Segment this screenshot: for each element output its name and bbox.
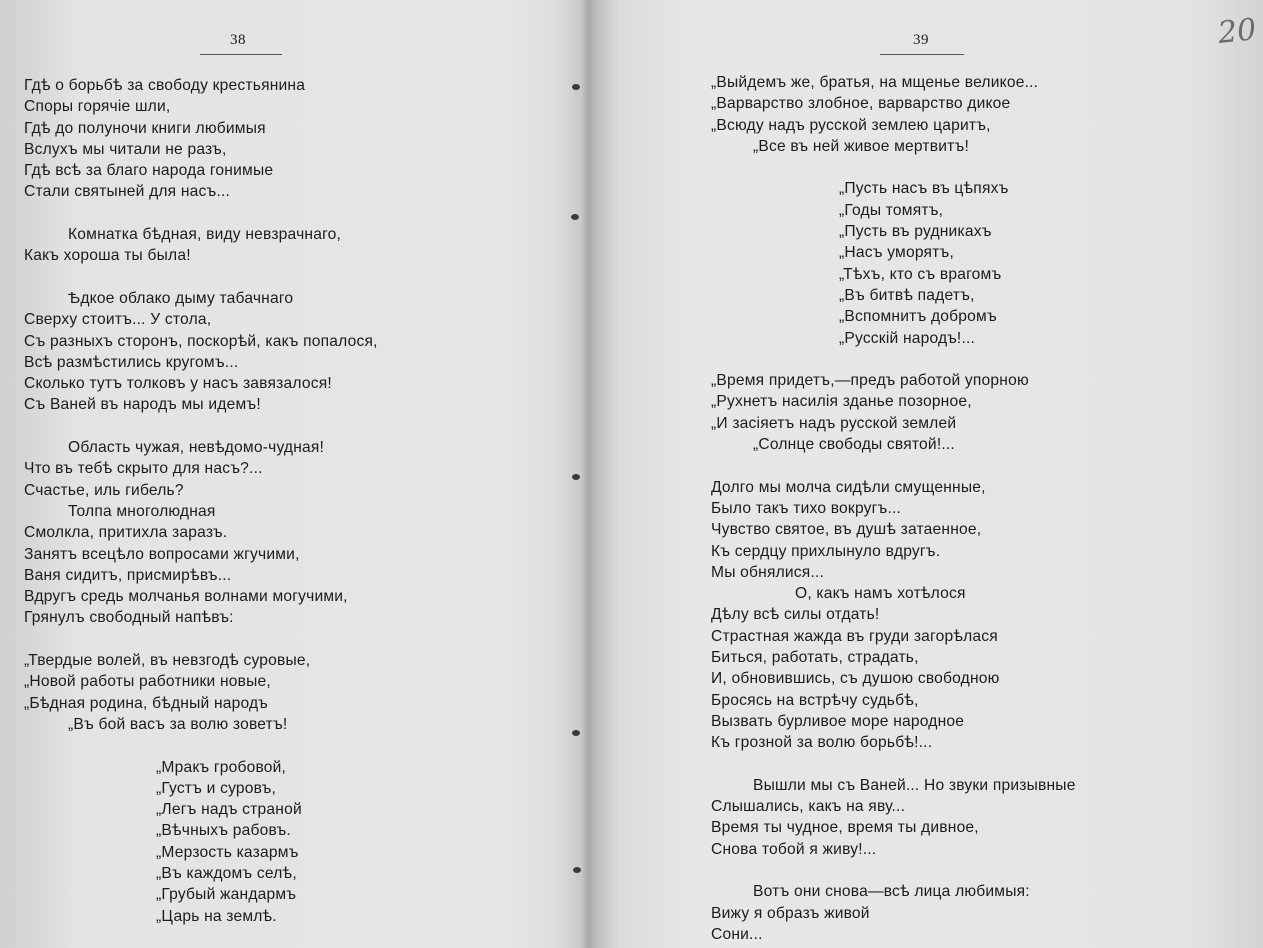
verse-line: „Годы томятъ, [839,201,944,219]
verse-line: „Пусть въ рудникахъ [839,223,992,241]
verse-line: Сколько тутъ толковъ у насъ завязалося! [24,375,332,393]
verse-line: Комнатка бѣдная, виду невзрачнаго, [68,226,342,244]
verse-line: Бросясь на встрѣчу судьбѣ, [711,691,919,709]
verse-line: „Грубый жандармъ [156,886,297,904]
verse-line: „Въ бой васъ за волю зоветъ! [68,715,288,733]
verse-line: Гдѣ всѣ за благо народа гонимые [24,162,274,180]
verse-line: „Рухнетъ насилія зданье позорное, [711,393,972,411]
verse-line: „Вѣчныхъ рабовъ. [156,822,291,840]
verse-line: Ваня сидитъ, присмирѣвъ... [24,566,232,584]
verse-line: Вышли мы съ Ваней... Но звуки призывные [753,776,1076,794]
verse-line: „Густъ и суровъ, [156,779,277,797]
verse-line: „Пусть насъ въ цѣпяхъ [839,180,1009,198]
verse-line: Сони... [711,925,763,943]
verse-line: Толпа многолюдная [68,502,216,520]
verse-line: „Все въ ней живое мертвитъ! [753,137,969,155]
verse-line: Съ разныхъ сторонъ, поскорѣй, какъ попалося, [24,332,378,350]
verse-line: И, обновившись, съ душою свободною [711,670,1000,688]
verse-line: Стали святыней для насъ... [24,183,231,201]
verse-line: Вижу я образъ живой [711,904,870,922]
verse-line: Къ сердцу прихлынуло вдругъ. [711,542,941,560]
right-page-text [711,72,1076,945]
stanza-break [711,754,1076,775]
verse-line: Ѣдкое облако дыму табачнаго [68,289,294,307]
verse-line: „Русскій народъ!... [839,329,976,347]
verse-line: Сверху стоитъ... У стола, [24,311,212,329]
page-number-right: 39 [913,32,929,48]
handwritten-folio-number: 20 [1216,12,1258,51]
verse-line: „Насъ уморятъ, [839,244,954,262]
verse-line: „Царь на землѣ. [156,907,277,925]
verse-line: Страстная жажда въ груди загорѣлася [711,627,998,645]
left-page [0,0,575,948]
verse-line: Къ грозной за волю борьбѣ!... [711,734,933,752]
page-number-rule-right [880,54,964,55]
stanza-break [24,203,378,224]
verse-line: Долго мы молча сидѣли смущенные, [711,478,986,496]
verse-line: Было такъ тихо вокругъ... [711,499,902,517]
verse-line: „Солнце свободы святой!... [753,436,955,454]
page-number-rule-left [200,54,282,55]
verse-line: Чувство святое, въ душѣ затаенное, [711,521,982,539]
verse-line: Вслухъ мы читали не разъ, [24,140,227,158]
stanza-break [711,860,1076,881]
verse-line: „Время придетъ,—предъ работой упорною [711,372,1029,390]
verse-line: Слышались, какъ на яву... [711,798,906,816]
stanza-break [24,735,378,756]
verse-line: Снова тобой я живу!... [711,840,877,858]
verse-line: „Новой работы работники новые, [24,673,271,691]
stanza-break [24,267,378,288]
verse-line: Дѣлу всѣ силы отдать! [711,606,880,624]
verse-line: Гдѣ до полуночи книги любимыя [24,119,266,137]
verse-line: „Въ битвѣ падетъ, [839,286,975,304]
verse-line: Область чужая, невѣдомо-чудная! [68,439,325,457]
verse-line: Мы обнялися... [711,563,825,581]
stanza-break [711,157,1076,178]
left-page-text [24,75,378,927]
verse-line: „Варварство злобное, варварство дикое [711,95,1011,113]
verse-line: „Твердые волей, въ невзгодѣ суровые, [24,652,311,670]
verse-line: Вызвать бурливое море народное [711,712,965,730]
verse-line: Вдругъ средь молчанья волнами могучими, [24,588,348,606]
verse-line: „Бѣдная родина, бѣдный народъ [24,694,268,712]
verse-line: Что въ тебѣ скрыто для насъ?... [24,460,263,478]
verse-line: „И засіяетъ надъ русской землей [711,414,957,432]
verse-line: Съ Ваней въ народъ мы идемъ! [24,396,261,414]
verse-line: Время ты чудное, время ты дивное, [711,819,979,837]
right-page [578,0,1263,948]
verse-line: „Тѣхъ, кто съ врагомъ [839,265,1002,283]
verse-line: „Всюду надъ русской землею царитъ, [711,116,991,134]
verse-line: „Выйдемъ же, братья, на мщенье великое... [711,74,1039,91]
verse-line: Споры горячіе шли, [24,98,171,116]
verse-line: Какъ хороша ты была! [24,247,191,265]
verse-line: О, какъ намъ хотѣлося [795,585,966,603]
stanza-break [24,629,378,650]
stanza-break [24,416,378,437]
verse-line: Всѣ размѣстились кругомъ... [24,353,239,371]
verse-line: „Мракъ гробовой, [156,758,287,776]
verse-line: Смолкла, притихла заразъ. [24,524,228,542]
verse-line: „Въ каждомъ селѣ, [156,864,297,882]
page-number-left: 38 [230,32,246,48]
verse-line: „Мерзость казармъ [156,843,299,861]
verse-line: „Вспомнитъ добромъ [839,308,997,326]
verse-line: Гдѣ о борьбѣ за свободу крестьянина [24,77,306,94]
verse-line: Вотъ они снова—всѣ лица любимыя: [753,883,1030,901]
verse-line: Занятъ всецѣло вопросами жгучими, [24,545,300,563]
verse-line: Биться, работать, страдать, [711,649,919,667]
verse-line: Грянулъ свободный напѣвъ: [24,609,234,627]
stanza-break [711,349,1076,370]
verse-line: „Легъ надъ страной [156,801,302,819]
verse-line: Счастье, иль гибель? [24,481,184,499]
stanza-break [711,455,1076,476]
